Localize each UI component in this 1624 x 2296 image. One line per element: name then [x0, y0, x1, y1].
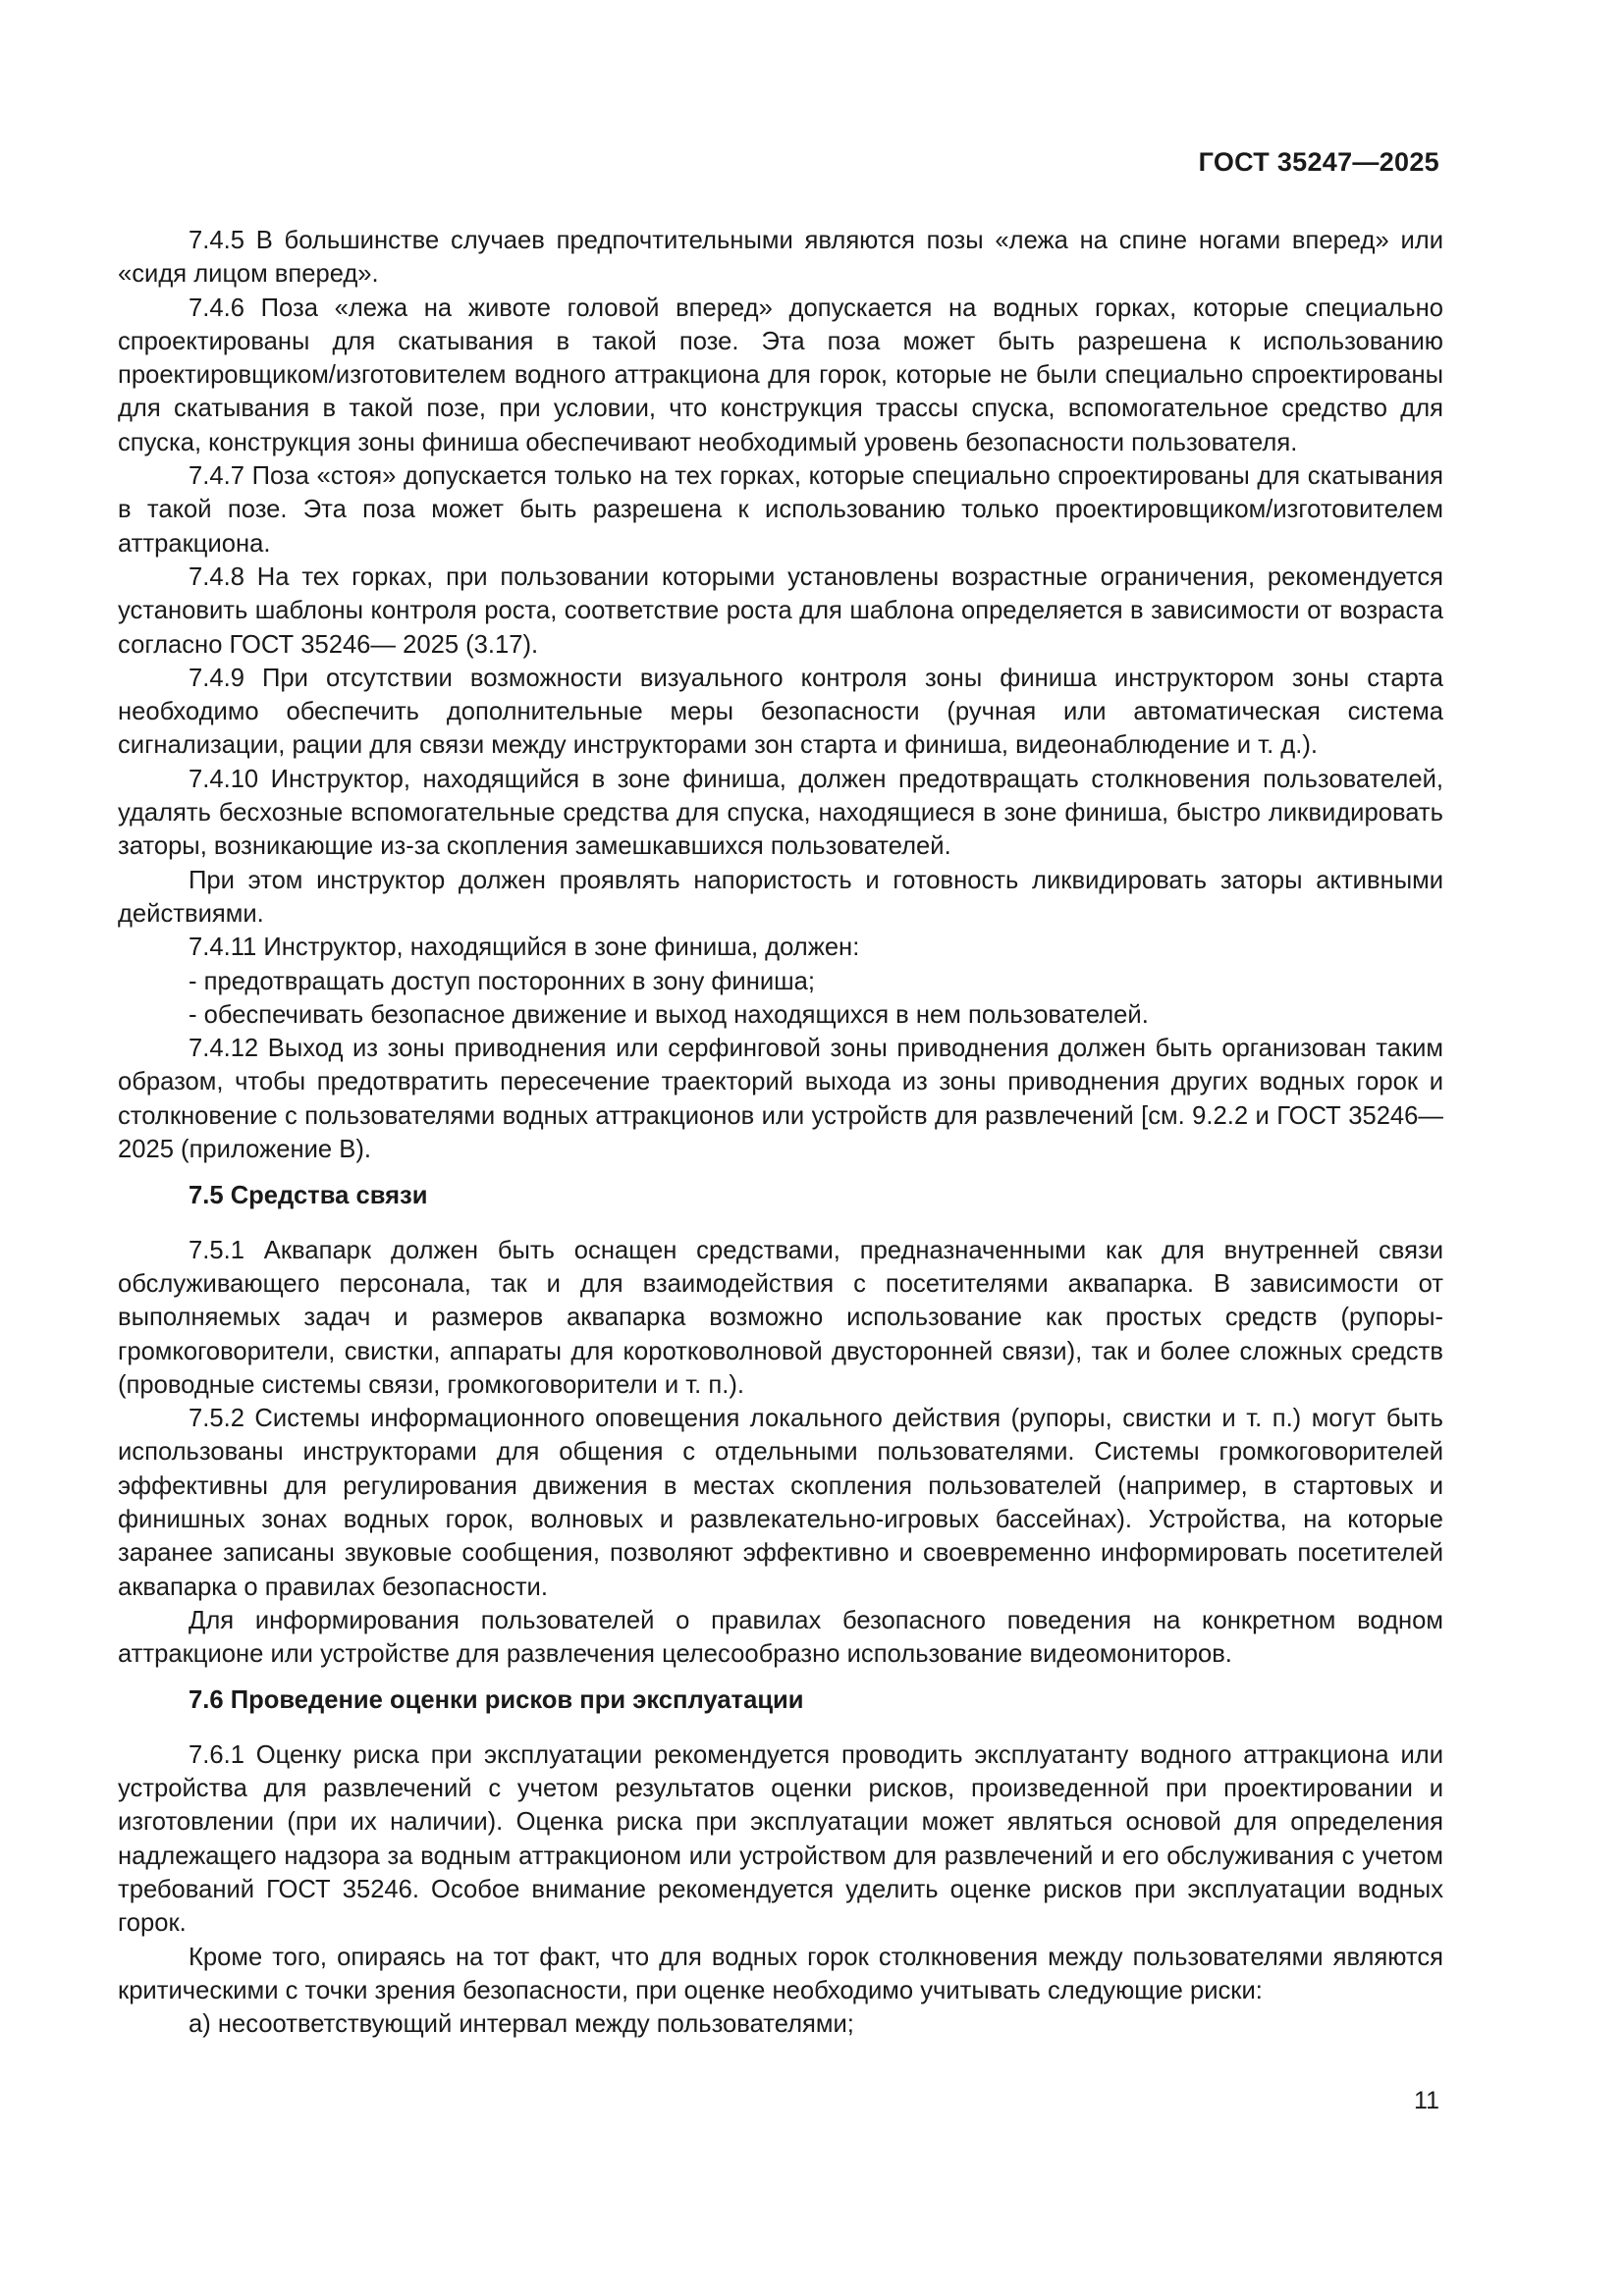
paragraph-7-4-9: 7.4.9 При отсутствии возможности визуального контроля зоны финиша инструктором зоны старта необходимо обеспечить дополнительные меры безопасности (ручная или автоматическая система сигнализации, рации для связи между инструкторами зон старта и финиша, видеонаблюдение и т. д.).	[118, 664, 1443, 760]
paragraph-7-4-6: 7.4.6 Поза «лежа на животе головой вперед» допускается на водных горках, которые специально спроектированы для скатывания в такой позе. Эта поза может быть разрешена к использованию проектировщиком/изготовителем водного аттракциона для горок, которые не были специально спроектированы для скатывания в такой позе, при условии, что конструкция трассы спуска, вспомогательное средство для спуска, конструкция зоны финиша обеспечивают необходимый уровень безопасности пользователя.	[118, 294, 1443, 456]
section-heading-7-6: 7.6 Проведение оценки рисков при эксплуатации	[189, 1686, 804, 1715]
paragraph-7-4-12: 7.4.12 Выход из зоны приводнения или серфинговой зоны приводнения должен быть организован таким образом, чтобы предотвратить пересечение траекторий выхода из зоны приводнения других водных горок и столкновение с пользователями водных аттракционов или устройств для развлечений [см. 9.2.2 и ГОСТ 35246—2025 (приложение В).	[118, 1035, 1443, 1164]
paragraph-7-4-5: 7.4.5 В большинстве случаев предпочтительными являются позы «лежа на спине ногами вперед» или «сидя лицом вперед».	[118, 227, 1443, 289]
list-item: - предотвращать доступ посторонних в зону финиша;	[189, 967, 816, 995]
document-body	[118, 224, 1443, 2041]
page-number: 11	[1414, 2087, 1439, 2114]
paragraph-7-4-10: 7.4.10 Инструктор, находящийся в зоне финиша, должен предотвращать столкновения пользователей, удалять бесхозные вспомогательные средства для спуска, находящиеся в зоне финиша, быстро ликвидировать заторы, возникающие из-за скопления замешкавшихся пользователей.	[118, 765, 1443, 861]
paragraph-7-5-2: 7.5.2 Системы информационного оповещения локального действия (рупоры, свистки и т. п.) могут быть использованы инструкторами для общения с отдельными пользователями. Системы громкоговорителей эффективны для регулирования движения в местах скопления пользователей (например, в стартовых и финишных зонах водных горок, волновых и развлекательно-игровых бассейнах). Устройства, на которые заранее записаны звуковые сообщения, позволяют эффективно и своевременно информировать посетителей аквапарка о правилах безопасности.	[118, 1405, 1443, 1601]
list-item: - обеспечивать безопасное движение и выход находящихся в нем пользователей.	[189, 1000, 1149, 1029]
paragraph-7-4-11: 7.4.11 Инструктор, находящийся в зоне финиша, должен:	[189, 934, 860, 962]
paragraph-7-4-10-continuation: При этом инструктор должен проявлять напористость и готовность ликвидировать заторы активными действиями.	[118, 866, 1443, 928]
paragraph-7-4-7: 7.4.7 Поза «стоя» допускается только на тех горках, которые специально спроектированы для скатывания в такой позе. Эта поза может быть разрешена к использованию только проектировщиком/изготовителем аттракциона.	[118, 462, 1443, 558]
paragraph-7-4-8: 7.4.8 На тех горках, при пользовании которыми установлены возрастные ограничения, рекомендуется установить шаблоны контроля роста, соответствие роста для шаблона определяется в зависимости от возраста согласно ГОСТ 35246— 2025 (3.17).	[118, 562, 1443, 659]
paragraph-7-6-1: 7.6.1 Оценку риска при эксплуатации рекомендуется проводить эксплуатанту водного аттракциона или устройства для развлечений с учетом результатов оценки рисков, произведенной при проектировании и изготовлении (при их наличии). Оценка риска при эксплуатации может являться основой для определения надлежащего надзора за водным аттракционом или устройством для развлечений и его обслуживания с учетом требований ГОСТ 35246. Особое внимание рекомендуется уделить оценке рисков при эксплуатации водных горок.	[118, 1740, 1443, 1938]
paragraph-7-5-1: 7.5.1 Аквапарк должен быть оснащен средствами, предназначенными как для внутренней связи обслуживающего персонала, так и для взаимодействия с посетителями аквапарка. В зависимости от выполняемых задач и размеров аквапарка возможно использование как простых средств (рупоры-громкоговорители, свистки, аппараты для коротковолновой двусторонней связи), так и более сложных средств (проводные системы связи, громкоговорители и т. п.).	[118, 1236, 1443, 1399]
section-heading-7-5: 7.5 Средства связи	[189, 1182, 428, 1210]
paragraph-7-6-1-continuation: Кроме того, опираясь на тот факт, что для водных горок столкновения между пользователями являются критическими с точки зрения безопасности, при оценке необходимо учитывать следующие риски:	[118, 1943, 1443, 2004]
list-item: а) несоответствующий интервал между пользователями;	[189, 2010, 854, 2039]
document-code: ГОСТ 35247—2025	[1198, 147, 1439, 177]
paragraph-7-5-2-continuation: Для информирования пользователей о правилах безопасного поведения на конкретном водном аттракционе или устройстве для развлечения целесообразно использование видеомониторов.	[118, 1606, 1443, 1669]
